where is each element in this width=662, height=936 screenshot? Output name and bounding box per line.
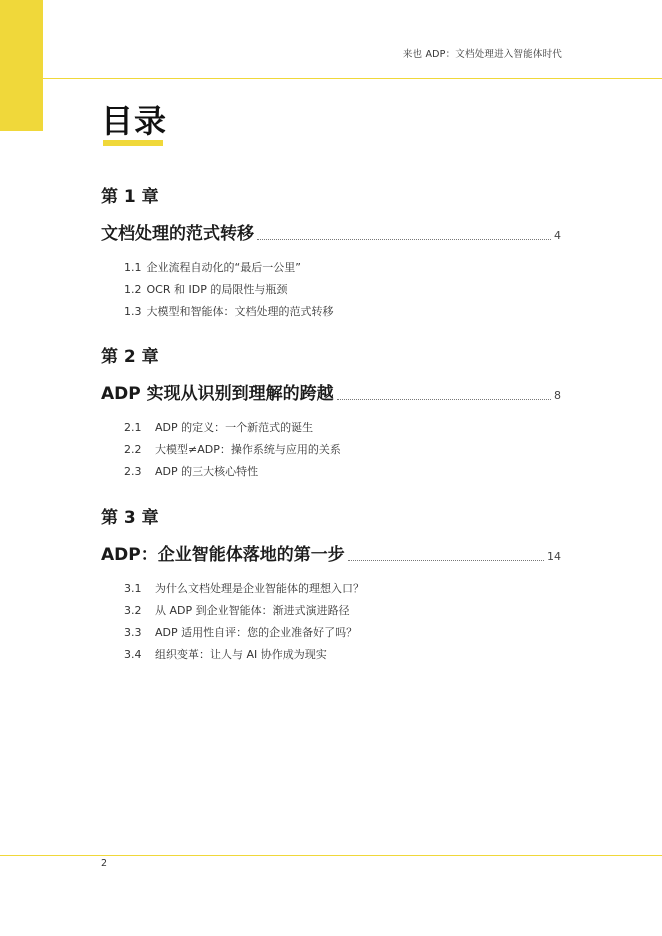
toc-section-item[interactable] xyxy=(101,279,561,301)
chapter-label: 第 3 章 xyxy=(101,508,159,528)
section-list xyxy=(101,417,561,483)
section-number: 3.1 xyxy=(124,582,142,595)
section-number: 1.2 xyxy=(124,283,142,296)
section-number: 3.4 xyxy=(124,648,142,661)
section-title: 为什么文档处理是企业智能体的理想入口？ xyxy=(155,582,364,595)
section-number: 2.1 xyxy=(124,421,142,434)
chapter-title: ADP：企业智能体落地的第一步 xyxy=(101,545,345,565)
section-title: ADP 的定义：一个新范式的诞生 xyxy=(155,421,314,434)
toc-section-item[interactable] xyxy=(101,600,561,622)
section-title: ADP 适用性自评：您的企业准备好了吗？ xyxy=(155,626,358,639)
chapter-title-row[interactable] xyxy=(101,542,561,566)
section-number: 3.3 xyxy=(124,626,142,639)
chapter-1 xyxy=(101,185,561,323)
toc-section-item[interactable] xyxy=(101,417,561,439)
running-header: 来也 ADP：文档处理进入智能体时代 xyxy=(402,49,562,60)
section-title: 组织变革：让人与 AI 协作成为现实 xyxy=(155,648,327,661)
leader-dots xyxy=(348,559,544,561)
toc-section-item[interactable] xyxy=(101,644,561,666)
chapter-3 xyxy=(101,506,561,666)
toc-section-item[interactable] xyxy=(101,439,561,461)
accent-block xyxy=(0,0,43,131)
toc-title-underline xyxy=(103,140,163,146)
footer-divider xyxy=(0,855,662,856)
section-title: 企业流程自动化的“最后一公里” xyxy=(146,261,301,274)
toc-section-item[interactable] xyxy=(101,578,561,600)
section-title: OCR 和 IDP 的局限性与瓶颈 xyxy=(146,283,288,296)
section-list xyxy=(101,257,561,323)
toc-section-item[interactable] xyxy=(101,622,561,644)
chapter-2 xyxy=(101,345,561,483)
chapter-title: ADP 实现从识别到理解的跨越 xyxy=(101,384,334,404)
toc-title: 目录 xyxy=(101,102,168,140)
chapter-label: 第 1 章 xyxy=(101,187,159,207)
section-number: 1.3 xyxy=(124,305,142,318)
section-title: 大模型和智能体：文档处理的范式转移 xyxy=(146,305,334,318)
chapter-page-number: 8 xyxy=(554,389,561,402)
section-title: ADP 的三大核心特性 xyxy=(155,465,259,478)
toc-section-item[interactable] xyxy=(101,301,561,323)
toc-section-item[interactable] xyxy=(101,257,561,279)
section-list xyxy=(101,578,561,666)
chapter-label: 第 2 章 xyxy=(101,347,159,367)
leader-dots xyxy=(337,398,551,400)
chapter-title-row[interactable] xyxy=(101,221,561,245)
section-number: 2.2 xyxy=(124,443,142,456)
section-number: 3.2 xyxy=(124,604,142,617)
chapter-title: 文档处理的范式转移 xyxy=(101,224,254,244)
chapter-title-row[interactable] xyxy=(101,381,561,405)
section-number: 1.1 xyxy=(124,261,142,274)
chapter-page-number: 4 xyxy=(554,229,561,242)
header-divider xyxy=(43,78,662,79)
section-number: 2.3 xyxy=(124,465,142,478)
section-title: 从 ADP 到企业智能体：渐进式演进路径 xyxy=(155,604,350,617)
section-title: 大模型≠ADP：操作系统与应用的关系 xyxy=(155,443,341,456)
chapter-page-number: 14 xyxy=(547,550,561,563)
leader-dots xyxy=(257,238,551,240)
footer-page-number: 2 xyxy=(101,858,108,869)
toc-section-item[interactable] xyxy=(101,461,561,483)
